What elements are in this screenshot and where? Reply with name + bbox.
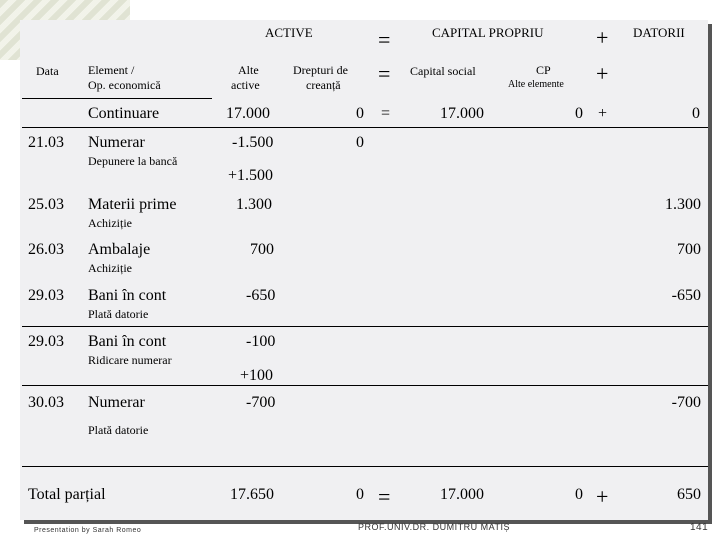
header-active: ACTIVE	[265, 25, 313, 40]
row-note: Depunere la bancă	[88, 154, 178, 168]
row-note: Plată datorie	[88, 423, 149, 437]
row-date: 30.03	[28, 394, 64, 411]
row-note: Ridicare numerar	[88, 353, 172, 367]
continuare-datorii: 0	[692, 105, 700, 122]
row-element: Numerar	[88, 394, 145, 411]
row-note: Achiziție	[88, 261, 132, 275]
row-extra: +1.500	[228, 167, 274, 184]
continuare-alte-active: 17.000	[226, 105, 270, 122]
header-equals: =	[378, 27, 391, 52]
row-element: Bani în cont	[88, 287, 167, 304]
continuare-cp: 0	[575, 105, 583, 122]
row-note: Plată datorie	[88, 307, 149, 321]
header-divider	[22, 98, 212, 99]
row-date: 26.03	[28, 241, 64, 258]
continuare-label: Continuare	[88, 105, 160, 122]
row-alte-active: -100	[246, 333, 276, 350]
total-drepturi: 0	[356, 486, 364, 503]
row-date: 21.03	[28, 134, 64, 151]
row-element: Materii prime	[88, 196, 177, 213]
total-divider	[22, 466, 708, 467]
row-divider	[22, 326, 708, 327]
row-note: Achiziție	[88, 216, 132, 230]
row-alte-active: 1.300	[236, 196, 272, 213]
page-number: 141	[690, 522, 709, 533]
row-element: Ambalaje	[88, 241, 151, 258]
col-alte-elemente: Alte elemente	[508, 79, 564, 90]
col-alte-active-2: active	[231, 78, 260, 92]
continuare-capital-social: 17.000	[440, 105, 484, 122]
row-datorii: 700	[677, 241, 701, 258]
row-element: Numerar	[88, 134, 145, 151]
header-capital-propriu: CAPITAL PROPRIU	[432, 25, 544, 40]
row-date: 25.03	[28, 196, 64, 213]
col-data: Data	[36, 64, 59, 78]
row-alte-active: -700	[246, 394, 276, 411]
col-capital-social: Capital social	[410, 64, 476, 78]
total-alte-active: 17.650	[230, 486, 274, 503]
continuare-drepturi: 0	[356, 105, 364, 122]
row-divider	[22, 385, 708, 386]
continuare-divider	[22, 127, 708, 128]
row-alte-active: -1.500	[232, 134, 274, 151]
total-equals: =	[378, 484, 391, 509]
col-element-2: Op. economică	[88, 78, 161, 92]
col-drepturi-2: creanță	[306, 78, 341, 92]
row-datorii: -650	[671, 287, 701, 304]
row-alte-active: 700	[250, 241, 274, 258]
total-capital-social: 17.000	[440, 486, 484, 503]
row-element: Bani în cont	[88, 333, 167, 350]
row-drepturi: 0	[356, 134, 364, 151]
footer-author: PROF.UNIV.DR. DUMITRU MATIȘ	[358, 522, 511, 532]
continuare-equals: =	[381, 105, 391, 122]
continuare-plus: +	[598, 105, 608, 122]
col-drepturi: Drepturi de	[293, 63, 348, 77]
col-alte-active: Alte	[238, 63, 259, 77]
col-cp: CP	[536, 63, 551, 77]
total-datorii: 650	[677, 486, 701, 503]
header-plus: +	[596, 25, 609, 50]
row-alte-active: -650	[246, 287, 276, 304]
total-cp: 0	[575, 486, 583, 503]
row-datorii: 1.300	[665, 196, 701, 213]
col-element: Element /	[88, 63, 135, 77]
row-datorii: -700	[671, 394, 701, 411]
footer-left: Presentation by Sarah Romeo	[34, 527, 142, 534]
row-date: 29.03	[28, 287, 64, 304]
total-plus: +	[596, 484, 609, 509]
header-datorii: DATORII	[633, 25, 685, 40]
col-equals: =	[378, 61, 391, 86]
row-extra: +100	[240, 367, 274, 384]
row-date: 29.03	[28, 333, 64, 350]
col-plus: +	[596, 61, 609, 86]
total-label: Total parțial	[28, 486, 106, 503]
